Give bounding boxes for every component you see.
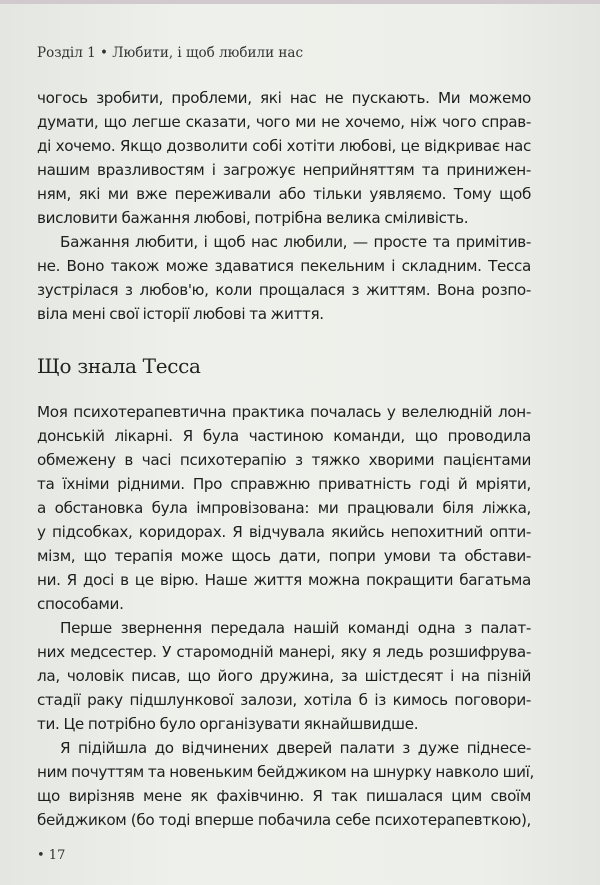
text-line: віла мені свої історії любові та життя.	[37, 305, 324, 323]
text-line: не. Воно також може здаватися пекельним і складним. Тесса	[37, 257, 531, 275]
text-line: що вирізняв мене як фахівчиню. Я так пишалася цим своїм	[37, 787, 531, 805]
text-line: висловити бажання любові, потрібна велика сміливість.	[37, 209, 469, 227]
running-head: Розділ 1 • Любити, і щоб любили нас	[37, 45, 304, 61]
text-line: нашим вразливостям і загрожує неприйняттям та принижен-	[37, 161, 531, 179]
text-line: способами.	[37, 595, 124, 613]
text-line: ним почуттям та новеньким бейджиком на шнурку навколо шиї,	[37, 763, 534, 781]
text-line: мізм, що терапія може щось дати, попри умови та обстави-	[37, 547, 531, 565]
text-line: Я підійшла до відчинених дверей палати з дуже піднесе-	[60, 739, 531, 757]
text-line: зустрілася з любов'ю, коли прощалася з життям. Вона розпо-	[37, 281, 531, 299]
text-line: стадії раку підшлункової залози, хотіла б із кимось поговори-	[37, 691, 531, 709]
text-line: донській лікарні. Я була частиною команди, що проводила	[37, 427, 531, 445]
text-line: Моя психотерапевтична практика почалась у велелюдній лон-	[37, 403, 531, 421]
text-line: ни. Я досі в це вірю. Наше життя можна покращити багатьма	[37, 571, 531, 589]
page-edge	[0, 0, 600, 4]
text-line: ням, які ми вже переживали або тільки уявляємо. Тому щоб	[37, 185, 531, 203]
section-heading: Що знала Тесса	[37, 354, 201, 378]
text-line: у підсобках, коридорах. Я відчувала якийсь непохитний опти-	[37, 523, 531, 541]
text-block-intro	[37, 86, 531, 326]
page-number: • 17	[37, 848, 66, 863]
text-line: ти. Це потрібно було організувати якнайшвидше.	[37, 715, 419, 733]
text-line: Перше звернення передала нашій команді одна з палат-	[60, 619, 531, 637]
text-line: бейджиком (бо тоді вперше побачила себе психотерапевткою),	[37, 811, 531, 829]
text-line: думати, що легше сказати, чого ми не хочемо, ніж чого справ-	[37, 113, 531, 131]
text-line: ді хочемо. Якщо дозволити собі хотіти любові, це відкриває нас	[37, 137, 531, 155]
text-line: ла, чоловік писав, що його дружина, за шістдесят і на пізній	[37, 667, 531, 685]
text-line: чогось зробити, проблеми, які нас не пускають. Ми можемо	[37, 89, 531, 107]
text-block-section	[37, 400, 534, 832]
text-line: них медсестер. У старомодній манері, яку я ледь розшифрува-	[37, 643, 531, 661]
text-line: обмежену в часі психотерапію з тяжко хворими пацієнтами	[37, 451, 531, 469]
text-line: а обстановка була імпровізована: ми працювали біля ліжка,	[37, 499, 531, 517]
text-line: Бажання любити, і щоб нас любили, — просте та примітив-	[60, 233, 531, 251]
text-line: та їхніми рідними. Про справжню приватність годі й мріяти,	[37, 475, 531, 493]
